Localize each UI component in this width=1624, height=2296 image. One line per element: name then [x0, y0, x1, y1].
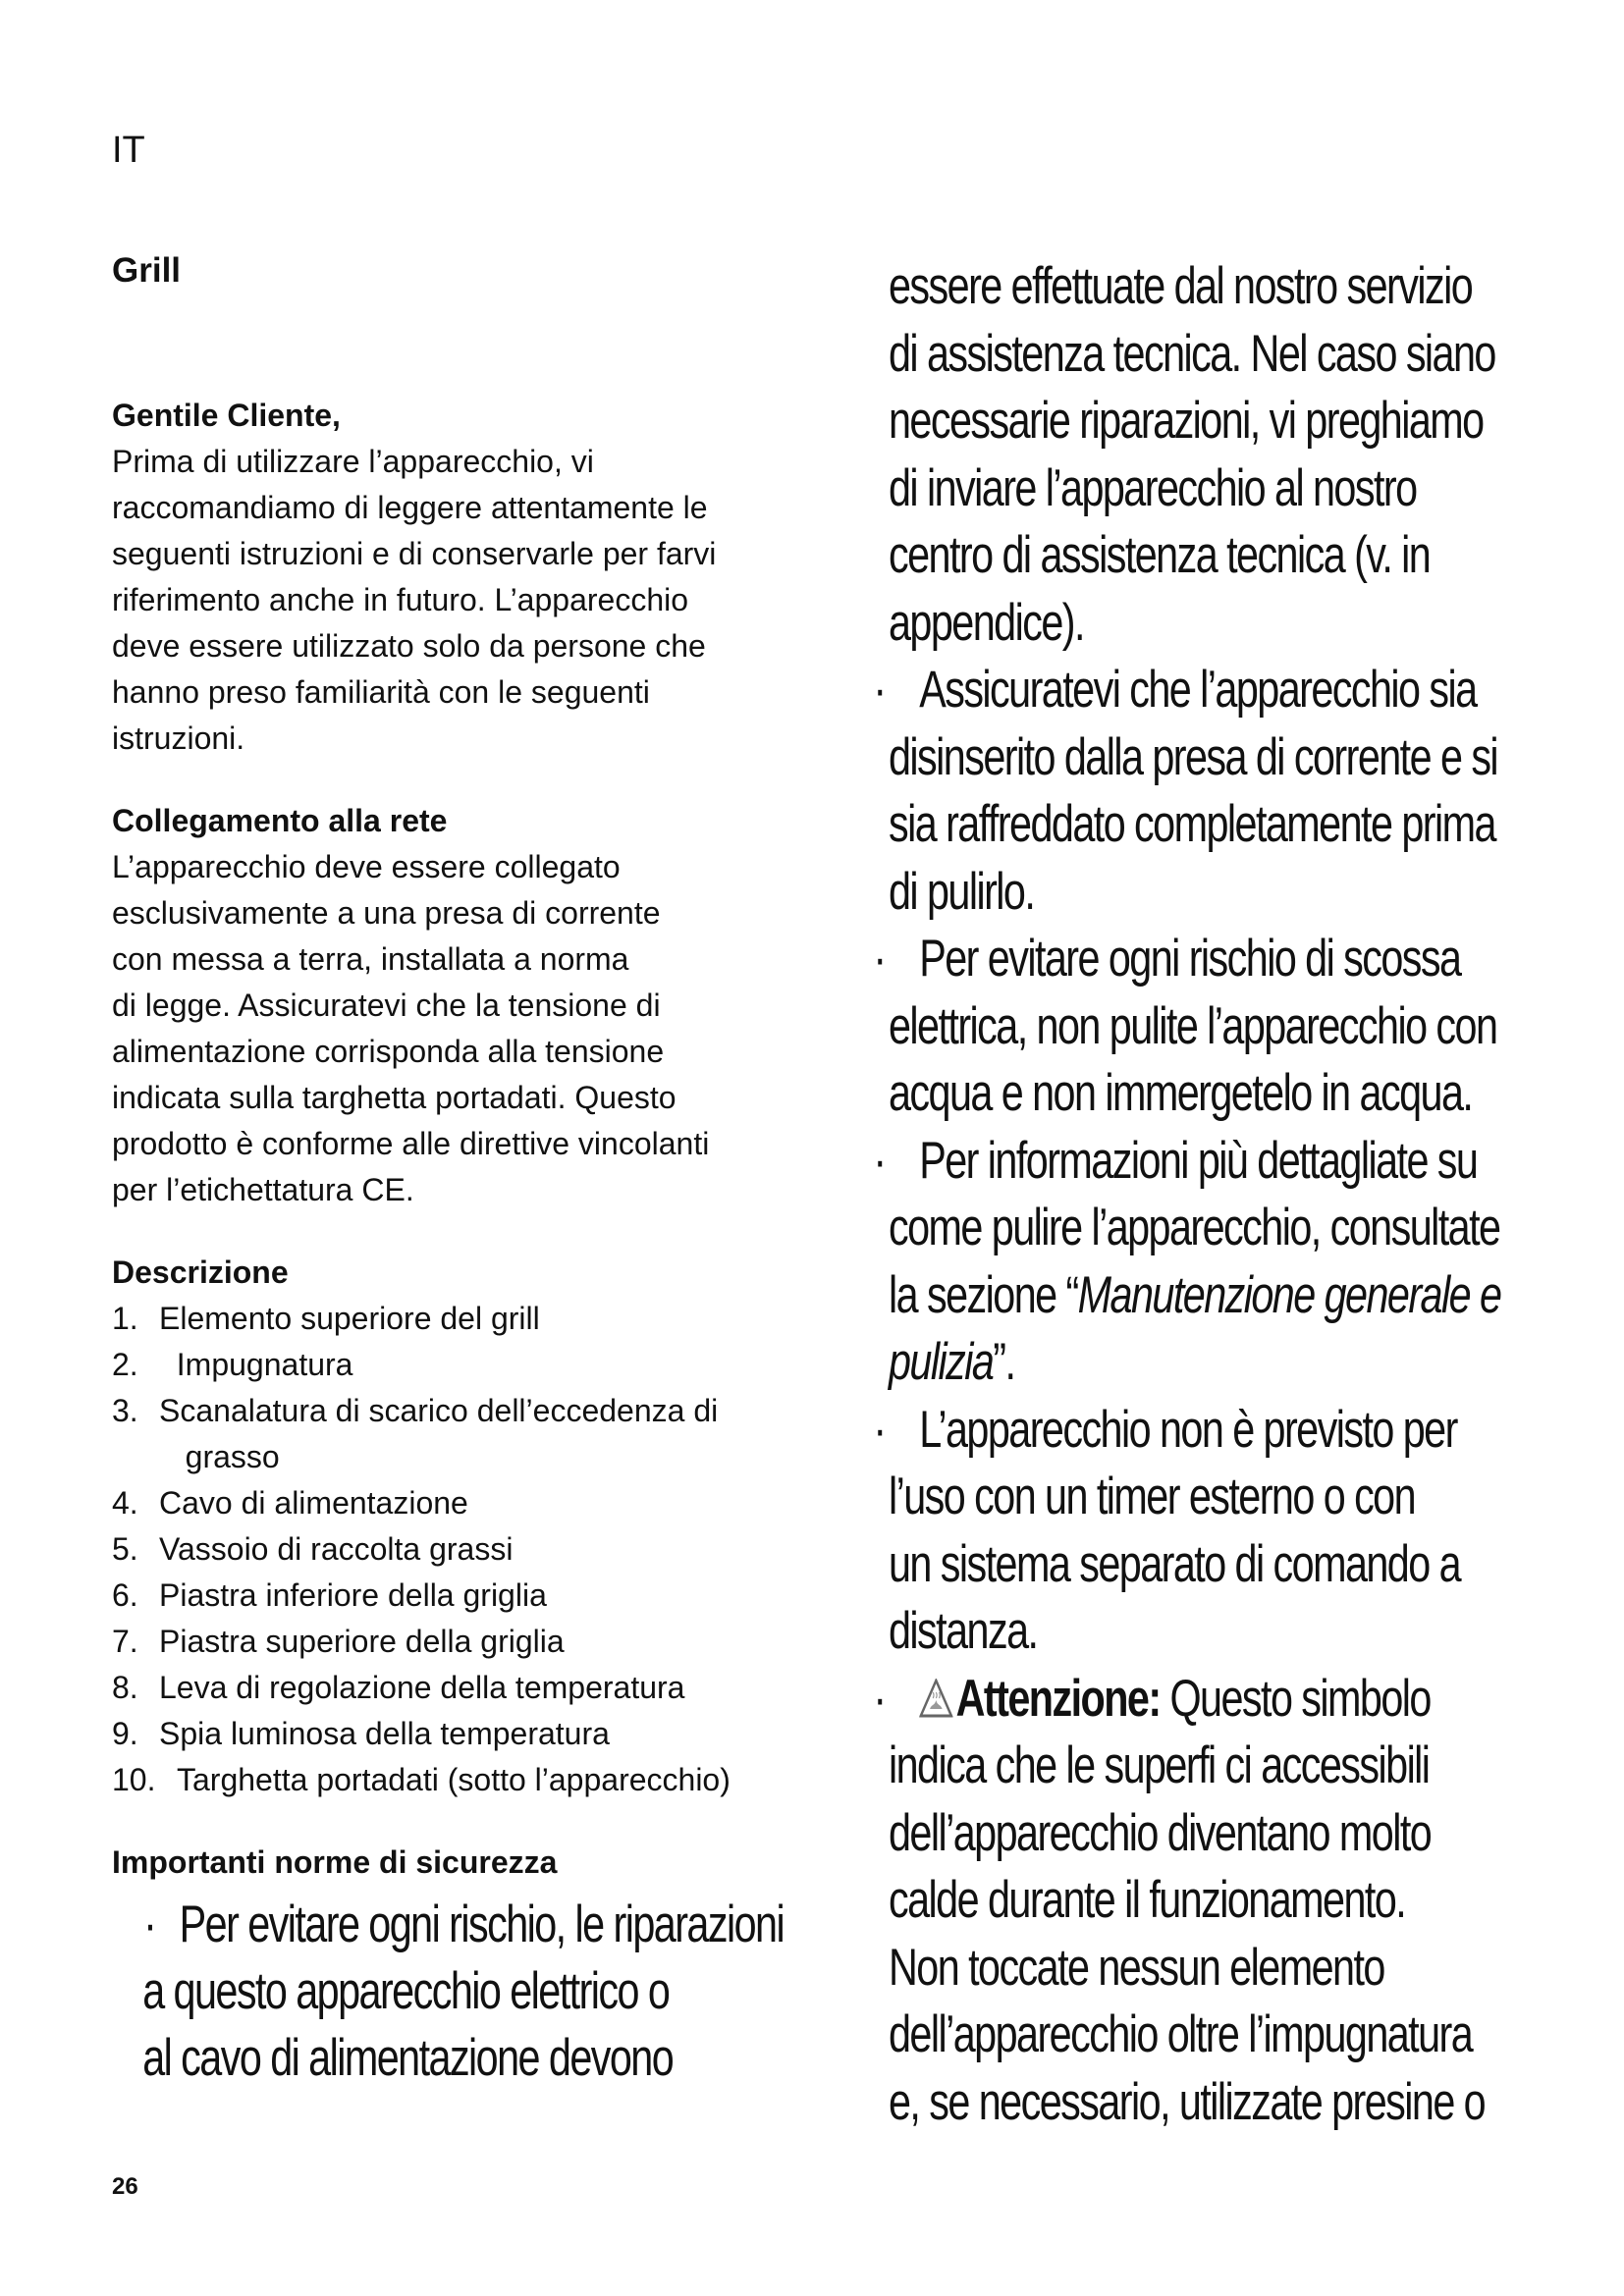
text-line: raccomandiamo di leggere attentamente le — [112, 490, 708, 525]
text-line: Non toccate nessun elemento — [889, 1938, 1384, 1997]
text-line: Per evitare ogni rischio di scossa — [919, 930, 1461, 988]
text-line: riferimento anche in futuro. L’apparecchio — [112, 582, 689, 617]
text-line: Questo simbolo — [1160, 1669, 1431, 1728]
text-line: alimentazione corrisponda alla tensione — [112, 1034, 665, 1069]
page-title: Grill — [112, 251, 182, 290]
language-code: IT — [112, 130, 145, 171]
bullet-icon: · — [873, 1400, 886, 1459]
safety-item-1-continuation — [889, 253, 1532, 657]
text-line: di pulirlo. — [889, 862, 1035, 921]
text-line: indica che le superfi ci accessibili — [889, 1736, 1430, 1794]
text-line: indicata sulla targhetta portadati. Questo — [112, 1080, 677, 1115]
hot-surface-warning-icon — [919, 1679, 952, 1718]
text-line: seguenti istruzioni e di conservarle per farvi — [112, 536, 717, 571]
safety-item-5 — [873, 1397, 1532, 1666]
list-item: 8. Leva di regolazione della temperatura — [112, 1670, 685, 1705]
text-line: con messa a terra, installata a norma — [112, 941, 629, 977]
list-item: 5. Vassoio di raccolta grassi — [112, 1531, 514, 1567]
safety-item-1 — [112, 1892, 785, 2092]
safety-item-6 — [873, 1666, 1532, 2137]
text-line: al cavo di alimentazione devono — [142, 2029, 674, 2087]
text-line: hanno preso familiarità con le seguenti — [112, 674, 650, 710]
safety-item-2 — [873, 657, 1532, 926]
right-column — [873, 253, 1537, 2136]
text-line: come pulire l’apparecchio, consultate — [889, 1199, 1500, 1256]
text-line: necessarie riparazioni, vi preghiamo — [889, 392, 1484, 450]
text-line: Per informazioni più dettagliate su — [919, 1131, 1478, 1190]
text-line: acqua e non immergetelo in acqua. — [889, 1064, 1473, 1122]
connection-heading: Collegamento alla rete — [112, 803, 448, 838]
text-line: L’apparecchio deve essere collegato — [112, 849, 621, 884]
text-line: appendice). — [889, 593, 1084, 652]
bullet-icon: · — [873, 930, 886, 988]
connection-text — [112, 844, 839, 1213]
text-line: di legge. Assicuratevi che la tensione di — [112, 988, 661, 1023]
text-line: elettrica, non pulite l’apparecchio con — [889, 996, 1497, 1055]
list-item: 7. Piastra superiore della griglia — [112, 1624, 565, 1659]
text-line: dell’apparecchio diventano molto — [889, 1803, 1432, 1862]
safety-section — [112, 1839, 839, 2092]
list-item: 4. Cavo di alimentazione — [112, 1485, 468, 1521]
text-line: un sistema separato di comando a — [889, 1534, 1461, 1593]
text-line: prodotto è conforme alle direttive vincolanti — [112, 1126, 710, 1161]
text-line: sia raffreddato completamente prima — [889, 795, 1495, 853]
list-item: 1. Elemento superiore del grill — [112, 1301, 540, 1336]
safety-item-4 — [873, 1128, 1532, 1397]
text-line: e, se necessario, utilizzate presine o — [889, 2072, 1486, 2131]
text-line: per l’etichettatura CE. — [112, 1172, 414, 1207]
list-item: 9. Spia luminosa della temperatura — [112, 1716, 610, 1751]
bullet-icon: · — [873, 1131, 886, 1190]
list-item: grasso — [159, 1439, 280, 1474]
text-line: calde durante il funzionamento. — [889, 1871, 1406, 1929]
text-line: distanza. — [889, 1602, 1038, 1660]
safety-item-3 — [873, 926, 1532, 1128]
text-line: disinserito dalla presa di corrente e si — [889, 727, 1498, 786]
text-line: l’uso con un timer esterno o con — [889, 1468, 1416, 1525]
description-heading: Descrizione — [112, 1255, 289, 1290]
text-line: a questo apparecchio elettrico o — [142, 1962, 670, 2020]
text-line: Prima di utilizzare l’apparecchio, vi — [112, 444, 594, 479]
safety-heading: Importanti norme di sicurezza — [112, 1844, 558, 1880]
text-line: dell’apparecchio oltre l’impugnatura — [889, 2005, 1473, 2063]
list-item: 6. Piastra inferiore della griglia — [112, 1577, 547, 1613]
parts-list — [112, 1296, 839, 1803]
warning-label: Attenzione: — [955, 1669, 1161, 1728]
page-number: 26 — [112, 2173, 138, 2200]
text-line: essere effettuate dal nostro servizio — [889, 257, 1473, 315]
left-column — [112, 250, 839, 2092]
text-line: istruzioni. — [112, 721, 245, 756]
text-line: di inviare l’apparecchio al nostro — [889, 458, 1417, 517]
bullet-icon: · — [143, 1896, 156, 1953]
list-item: 10. Targhetta portadati (sotto l’apparecchio) — [112, 1762, 731, 1797]
text-line: L’apparecchio non è previsto per — [919, 1400, 1457, 1459]
manual-section-reference: Manutenzione generale e — [1077, 1265, 1501, 1324]
list-item: 2. Impugnatura — [112, 1347, 353, 1382]
list-item: 3. Scanalatura di scarico dell’eccedenza di — [112, 1393, 719, 1428]
description-section — [112, 1249, 839, 1803]
text-line: esclusivamente a una presa di corrente — [112, 895, 661, 931]
text-line: deve essere utilizzato solo da persone che — [112, 628, 706, 664]
text-line: Assicuratevi che l’apparecchio sia — [919, 661, 1477, 719]
intro-section — [112, 392, 839, 762]
manual-section-reference: pulizia — [889, 1333, 994, 1391]
text-line: la sezione “ — [889, 1265, 1078, 1324]
text-line: Per evitare ogni rischio, le riparazioni — [179, 1896, 785, 1953]
bullet-icon: · — [873, 1669, 886, 1728]
intro-heading: Gentile Cliente, — [112, 398, 341, 433]
safety-continued — [873, 253, 1532, 2136]
connection-section — [112, 797, 839, 1213]
text-line: ”. — [993, 1333, 1015, 1391]
text-line: di assistenza tecnica. Nel caso siano — [889, 324, 1495, 383]
intro-text — [112, 439, 839, 762]
text-line: centro di assistenza tecnica (v. in — [889, 526, 1431, 584]
bullet-icon: · — [873, 661, 886, 719]
